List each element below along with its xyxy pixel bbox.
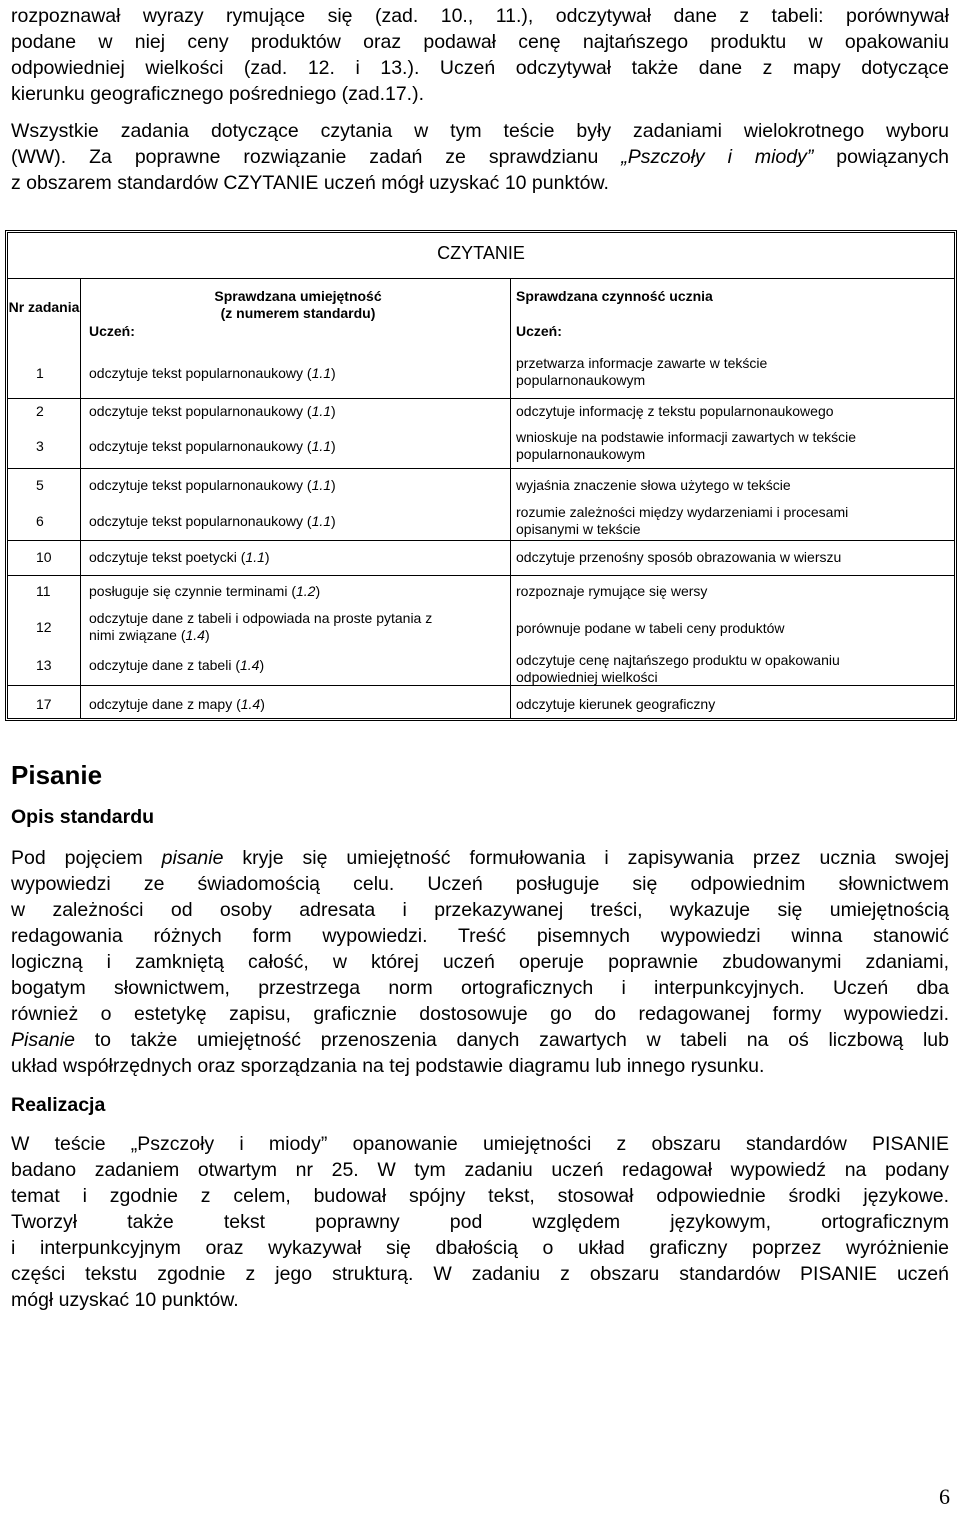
table-rule — [8, 540, 954, 541]
activity-cell: odczytuje cenę najtańszego produktu w opakowaniu odpowiedniej wielkości — [516, 652, 840, 685]
skill-cell: odczytuje tekst popularnonaukowy (1.1) — [89, 513, 336, 529]
task-number: 12 — [36, 619, 52, 635]
opis-line: układ współrzędnych oraz sporządzania na tej podstawie diagramu lub innego rysunku. — [11, 1055, 765, 1077]
col-nr-header: Nr zadania — [8, 299, 80, 315]
skill-cell: odczytuje dane z tabeli i odpowiada na proste pytania z nimi związane (1.4) — [89, 610, 433, 643]
realizacja-line: Tworzył także tekst poprawny pod względem językowym, ortograficznym — [11, 1211, 949, 1233]
opis-paragraph — [11, 845, 949, 1079]
intro-line: podane w niej ceny produktów oraz podawał cenę najtańszego produktu w opakowaniu — [11, 31, 949, 53]
test-title: „Pszczoły i miody” — [621, 146, 814, 168]
task-number: 5 — [36, 477, 44, 493]
intro-line: odpowiedniej wielkości (zad. 12. i 13.). Uczeń odczytywał także dane z mapy dotyczące — [11, 57, 949, 79]
activity-cell: rozumie zależności między wydarzeniami i procesami opisanymi w tekście — [516, 504, 849, 537]
activity-cell: porównuje podane w tabeli ceny produktów — [516, 620, 785, 636]
table-rule — [8, 278, 954, 279]
subsection-heading: Opis standardu — [11, 806, 155, 828]
table-rule — [8, 468, 954, 469]
opis-line: Pisanie to także umiejętność przenoszenia danych zawartych w tabeli na oś liczbową lub — [11, 1029, 949, 1051]
skill-cell: odczytuje dane z mapy (1.4) — [89, 696, 265, 712]
task-number: 17 — [36, 696, 52, 712]
activity-cell: rozpoznaje rymujące się wersy — [516, 583, 708, 599]
activity-cell: odczytuje informację z tekstu popularnonaukowego — [516, 403, 834, 419]
skill-cell: odczytuje dane z tabeli (1.4) — [89, 657, 265, 673]
skill-cell: odczytuje tekst popularnonaukowy (1.1) — [89, 365, 336, 381]
opis-line: redagowania różnych form wypowiedzi. Treść pisemnych wypowiedzi winna stanowić — [11, 925, 949, 947]
skill-cell: odczytuje tekst poetycki (1.1) — [89, 549, 270, 565]
activity-cell: odczytuje przenośny sposób obrazowania w wierszu — [516, 549, 842, 565]
table-rule — [8, 398, 954, 399]
page-number: 6 — [939, 1484, 950, 1509]
subsection-heading: Realizacja — [11, 1094, 106, 1116]
opis-line: logiczną i zamkniętą całość, w której uczeń operuje poprawnie zbudowanymi zdaniami, — [11, 951, 949, 973]
activity-cell: przetwarza informacje zawarte w tekście popularnonaukowym — [516, 355, 768, 388]
task-number: 2 — [36, 403, 44, 419]
skill-cell: odczytuje tekst popularnonaukowy (1.1) — [89, 477, 336, 493]
activity-cell: wyjaśnia znaczenie słowa użytego w tekście — [516, 477, 791, 493]
realizacja-line: badano zadaniem otwartym nr 25. W tym zadaniu uczeń redagował wypowiedź na podany — [11, 1159, 949, 1181]
task-number: 3 — [36, 438, 44, 454]
skill-cell: odczytuje tekst popularnonaukowy (1.1) — [89, 438, 336, 454]
activity-cell: odczytuje kierunek geograficzny — [516, 696, 716, 712]
ww-line: Wszystkie zadania dotyczące czytania w tym teście były zadaniami wielokrotnego wyboru — [11, 120, 949, 142]
task-number: 10 — [36, 549, 52, 565]
table-title: CZYTANIE — [437, 243, 525, 263]
czytanie-table — [5, 230, 957, 721]
realizacja-line: części tekstu zgodnie z jego strukturą. W zadaniu z obszaru standardów PISANIE uczeń — [11, 1263, 949, 1285]
task-number: 1 — [36, 365, 44, 381]
realizacja-line: temat i zgodnie z celem, budował spójny tekst, stosował odpowiednie środki językowe. — [11, 1185, 949, 1207]
col-skill-header: Sprawdzana umiejętność — [214, 288, 382, 304]
realizacja-line: i interpunkcyjnym oraz wykazywał się dbałością o układ graficzny poprzez wyróżnienie — [11, 1237, 949, 1259]
realizacja-line: mógł uzyskać 10 punktów. — [11, 1289, 239, 1311]
activity-cell: wnioskuje na podstawie informacji zawartych w tekście popularnonaukowym — [516, 429, 857, 462]
opis-line: wypowiedzi ze świadomością celu. Uczeń posługuje się odpowiednim słownictwem — [11, 873, 949, 895]
section-heading: Pisanie — [11, 760, 103, 790]
ww-line: z obszarem standardów CZYTANIE uczeń mógł uzyskać 10 punktów. — [11, 172, 609, 194]
ww-line: (WW). Za poprawne rozwiązanie zadań ze sprawdzianu „Pszczoły i miody” powiązanych — [11, 146, 949, 168]
table-rule — [510, 278, 511, 718]
ww-paragraph — [11, 118, 949, 196]
realizacja-line: W teście „Pszczoły i miody” opanowanie umiejętności z obszaru standardów PISANIE — [11, 1133, 949, 1155]
col-activity-header: Sprawdzana czynność ucznia — [516, 288, 713, 304]
task-number: 13 — [36, 657, 52, 673]
opis-line: bogatym słownictwem, przestrzega norm ortograficznych i interpunkcyjnych. Uczeń dba — [11, 977, 949, 999]
table-rule — [80, 278, 81, 718]
skill-cell: odczytuje tekst popularnonaukowy (1.1) — [89, 403, 336, 419]
task-number: 6 — [36, 513, 44, 529]
opis-line: również o estetykę zapisu, graficznie dostosowuje go do redagowanej formy wypowiedzi. — [11, 1003, 949, 1025]
table-rule — [8, 575, 954, 576]
opis-line: Pod pojęciem pisanie kryje się umiejętność formułowania i zapisywania przez ucznia swojej — [11, 847, 949, 869]
skill-cell: posługuje się czynnie terminami (1.2) — [89, 583, 321, 599]
task-number: 11 — [36, 583, 51, 599]
opis-line: w zależności od osoby adresata i przekazywanej treści, wykazuje się umiejętnością — [11, 899, 949, 921]
col-skill-subheader: (z numerem standardu) — [220, 305, 376, 321]
intro-paragraph — [11, 3, 949, 107]
col-activity-student: Uczeń: — [516, 323, 562, 339]
col-skill-student: Uczeń: — [89, 323, 135, 339]
realizacja-paragraph — [11, 1131, 949, 1313]
intro-line: kierunku geograficznego pośredniego (zad.17.). — [11, 83, 425, 105]
intro-line: rozpoznawał wyrazy rymujące się (zad. 10., 11.), odczytywał dane z tabeli: porównywał — [11, 5, 949, 27]
